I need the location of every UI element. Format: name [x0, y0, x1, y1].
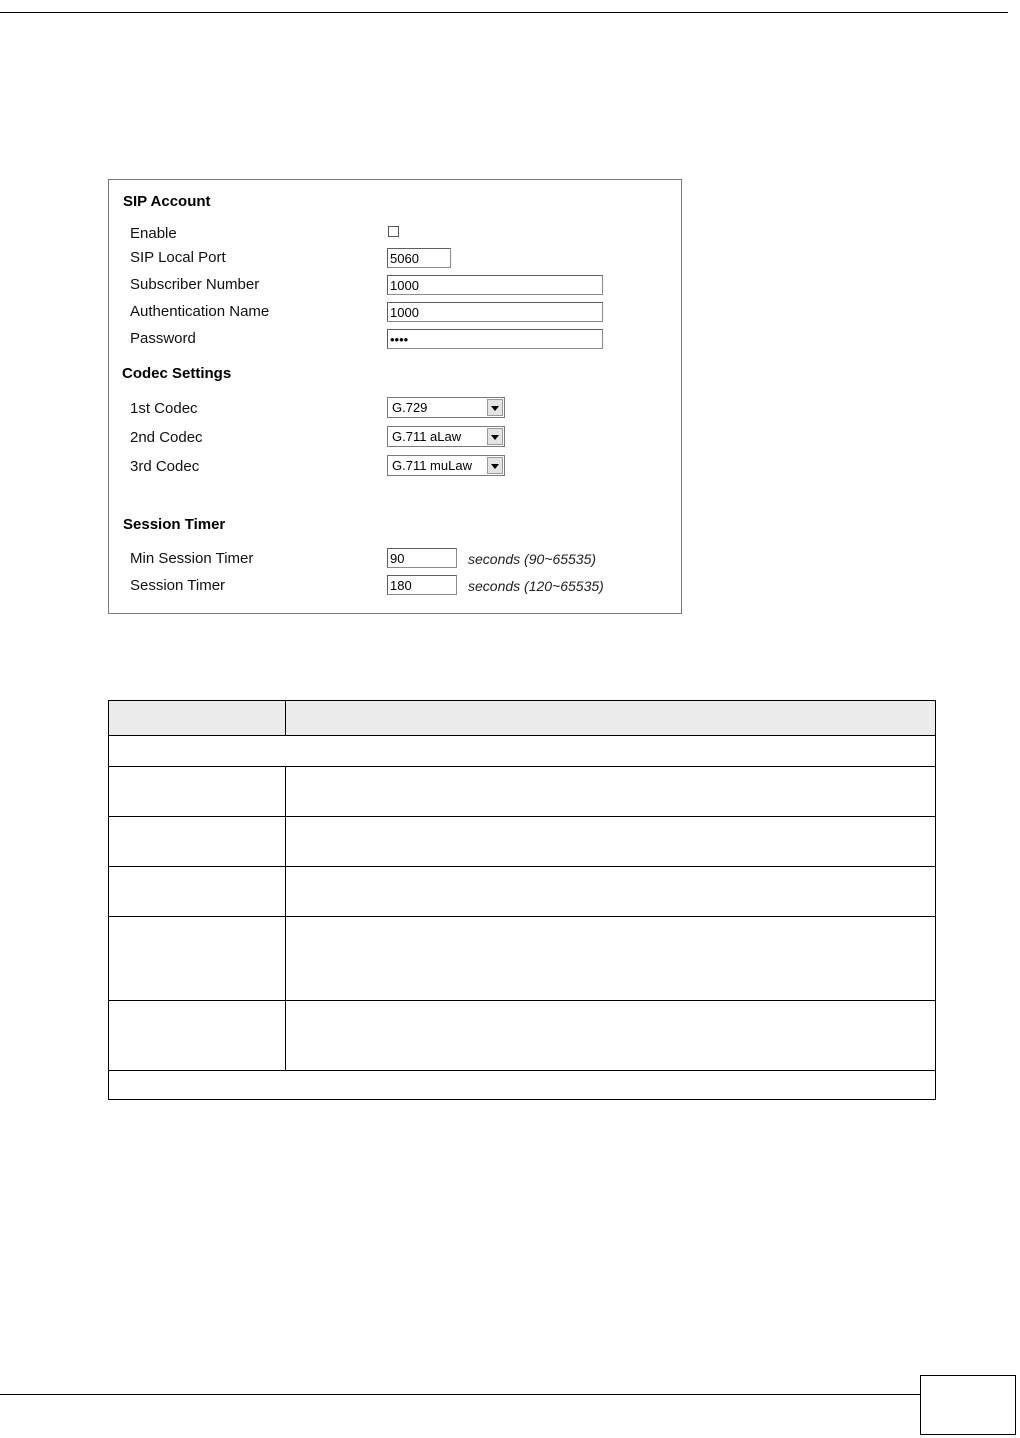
- table-column-divider: [285, 701, 286, 736]
- chevron-down-icon[interactable]: [487, 428, 503, 445]
- second-codec-value: G.711 aLaw: [392, 429, 462, 444]
- chevron-down-icon[interactable]: [487, 399, 503, 416]
- first-codec-value: G.729: [392, 400, 428, 415]
- third-codec-value: G.711 muLaw: [392, 458, 472, 473]
- codec-settings-title: Codec Settings: [122, 365, 232, 382]
- table-row: [109, 1000, 935, 1070]
- second-codec-select[interactable]: [387, 426, 505, 447]
- sip-account-title: SIP Account: [123, 193, 211, 210]
- table-row: [109, 916, 935, 1000]
- table-row: [109, 1070, 935, 1099]
- table-header-row: [109, 701, 935, 736]
- min-session-timer-label: Min Session Timer: [130, 550, 254, 567]
- session-timer-input[interactable]: [387, 575, 457, 595]
- min-session-timer-input[interactable]: [387, 548, 457, 568]
- authentication-name-input[interactable]: [387, 302, 603, 322]
- min-session-timer-hint: seconds (90~65535): [468, 551, 597, 567]
- table-column-divider: [285, 766, 286, 1070]
- chevron-down-icon[interactable]: [487, 457, 503, 474]
- third-codec-label: 3rd Codec: [130, 458, 200, 475]
- sip-settings-screenshot: [108, 179, 682, 614]
- field-description-table: [108, 700, 936, 1100]
- sip-local-port-label: SIP Local Port: [130, 249, 226, 266]
- table-row: [109, 816, 935, 866]
- first-codec-select[interactable]: [387, 397, 505, 418]
- sip-local-port-input[interactable]: [387, 248, 451, 268]
- header-rule: [0, 12, 1008, 13]
- enable-label: Enable: [130, 225, 177, 242]
- table-row: [109, 866, 935, 916]
- first-codec-label: 1st Codec: [130, 400, 198, 417]
- subscriber-number-input[interactable]: [387, 275, 603, 295]
- session-timer-hint: seconds (120~65535): [468, 578, 604, 594]
- password-input[interactable]: [387, 329, 603, 349]
- footer-rule: [0, 1394, 920, 1395]
- subscriber-number-label: Subscriber Number: [130, 276, 260, 293]
- page-number-box: [920, 1375, 1016, 1435]
- table-row: [109, 766, 935, 816]
- session-timer-label: Session Timer: [130, 577, 226, 594]
- password-label: Password: [130, 330, 196, 347]
- session-timer-title: Session Timer: [123, 516, 226, 533]
- third-codec-select[interactable]: [387, 455, 505, 476]
- enable-checkbox[interactable]: [388, 226, 399, 237]
- authentication-name-label: Authentication Name: [130, 303, 270, 320]
- second-codec-label: 2nd Codec: [130, 429, 203, 446]
